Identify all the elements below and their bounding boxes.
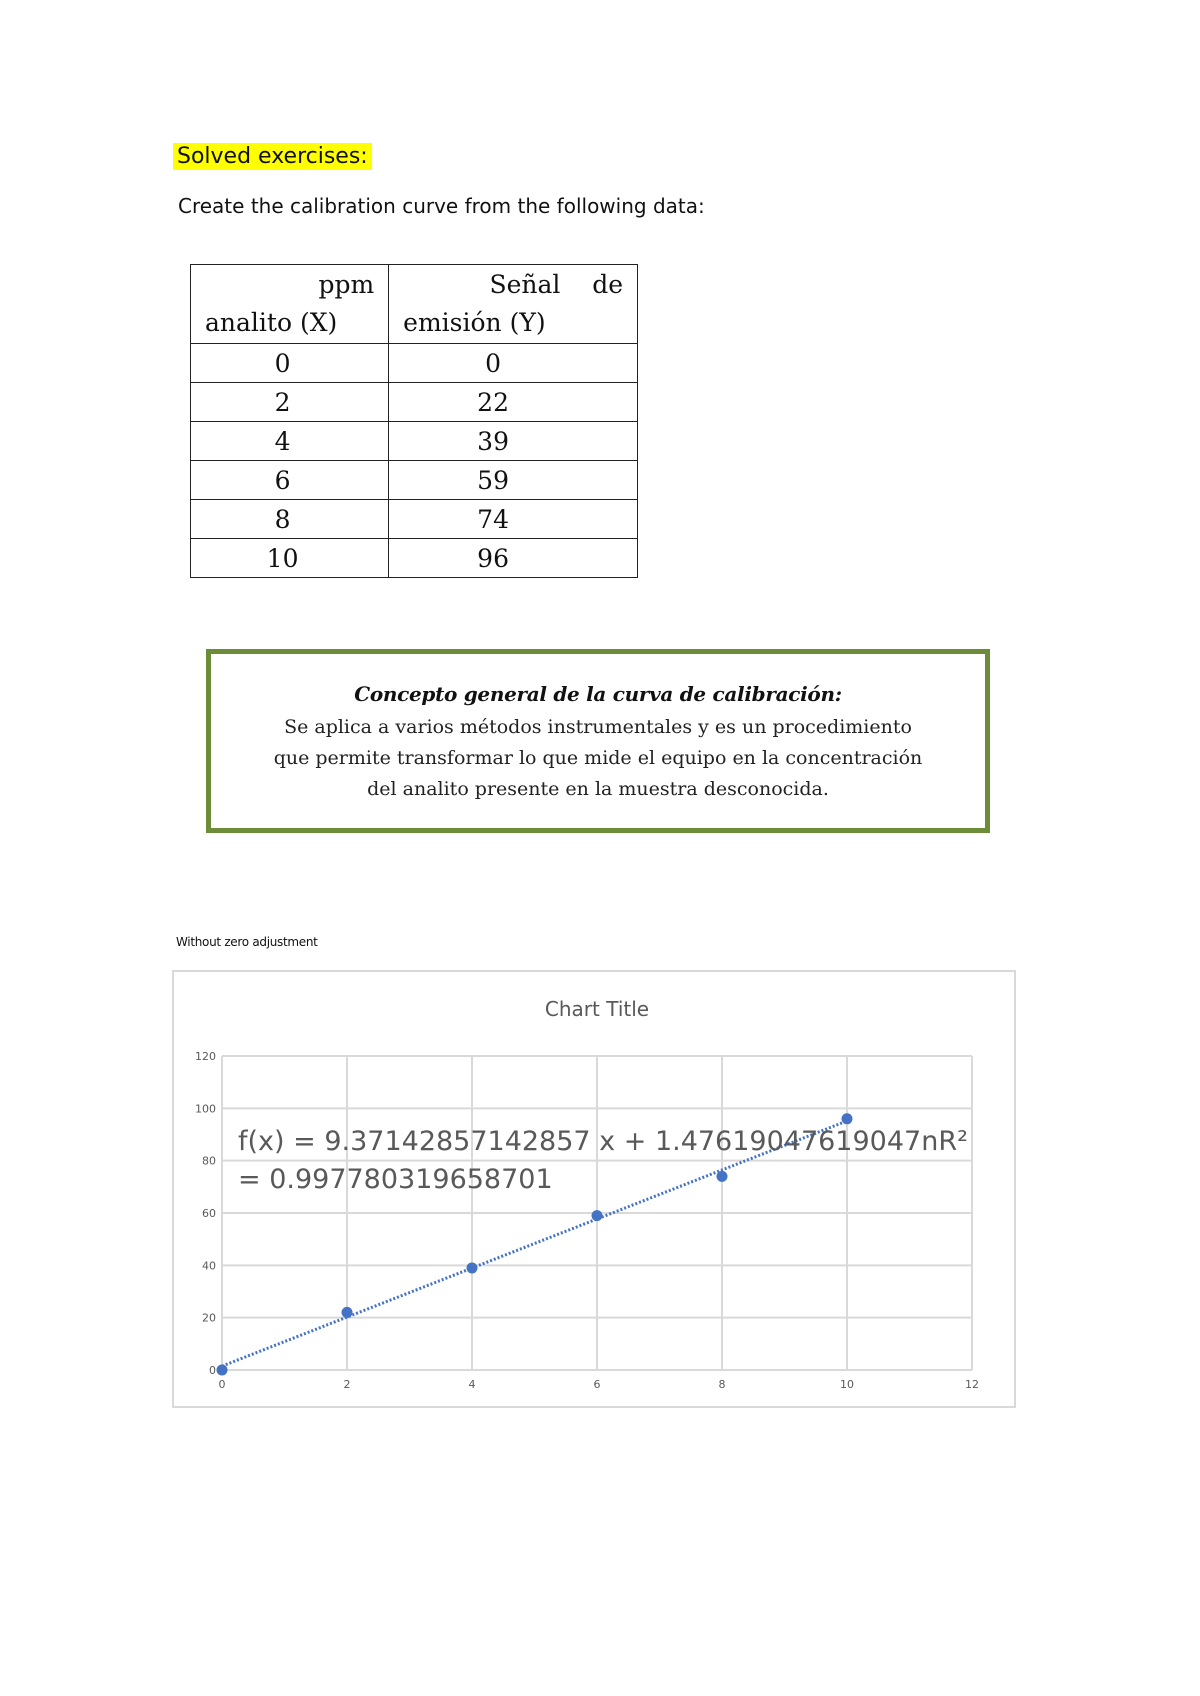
header-x-line1: ppm (318, 270, 375, 299)
cell-x: 8 (191, 500, 389, 539)
instruction-text: Create the calibration curve from the following data: (178, 194, 705, 218)
header-y-line1: Señal de (489, 270, 623, 299)
cell-x: 6 (191, 461, 389, 500)
cell-x: 10 (191, 539, 389, 578)
x-tick-label: 12 (965, 1378, 979, 1391)
data-point (217, 1365, 228, 1376)
cell-x: 2 (191, 383, 389, 422)
x-tick-label: 4 (468, 1378, 476, 1391)
x-tick-label: 0 (218, 1378, 226, 1391)
data-point (842, 1113, 853, 1124)
x-tick-label: 6 (593, 1378, 601, 1391)
y-tick-label: 100 (195, 1102, 216, 1116)
table-row (191, 344, 638, 383)
y-tick-label: 20 (202, 1311, 216, 1325)
header-y (389, 265, 638, 344)
cell-y: 74 (389, 500, 638, 539)
x-tick-label: 8 (718, 1378, 726, 1391)
data-point (342, 1307, 353, 1318)
table-row (191, 422, 638, 461)
table-row (191, 500, 638, 539)
chart-frame (172, 970, 1016, 1408)
cell-x: 4 (191, 422, 389, 461)
table-header-row (191, 265, 638, 344)
y-tick-label: 120 (195, 1050, 216, 1063)
trendline (222, 1121, 847, 1366)
concept-box (206, 649, 990, 833)
y-tick-label: 60 (202, 1207, 216, 1220)
chart-svg (174, 972, 1014, 1406)
table-row (191, 539, 638, 578)
trendline-r-squared: = 0.997780319658701 (238, 1164, 553, 1195)
trendline-equation: f(x) = 9.37142857142857 x + 1.47619047619047nR² (238, 1126, 968, 1157)
table-body (191, 344, 638, 578)
cell-x: 0 (191, 344, 389, 383)
chart-title: Chart Title (544, 997, 650, 1021)
x-tick-label: 10 (840, 1378, 854, 1391)
header-x-line2: analito (X) (205, 308, 338, 337)
header-x (191, 265, 389, 344)
table-row (191, 461, 638, 500)
table-row (191, 383, 638, 422)
cell-y: 96 (389, 539, 638, 578)
concept-title: Concepto general de la curva de calibración: (354, 682, 842, 706)
cell-y: 0 (389, 344, 638, 383)
y-tick-label: 40 (202, 1259, 216, 1273)
header-y-line2: emisión (Y) (403, 308, 546, 337)
page-heading: Solved exercises: (173, 143, 372, 170)
cell-y: 59 (389, 461, 638, 500)
y-tick-label: 0 (209, 1364, 216, 1377)
cell-y: 22 (389, 383, 638, 422)
chart-caption: Without zero adjustment (176, 935, 318, 949)
data-point (467, 1262, 478, 1273)
data-point (717, 1171, 728, 1182)
data-table (190, 264, 638, 578)
cell-y: 39 (389, 422, 638, 461)
data-point (592, 1210, 603, 1221)
y-tick-label: 80 (202, 1154, 216, 1168)
x-tick-label: 2 (343, 1378, 351, 1391)
concept-body: Se aplica a varios métodos instrumentales y es un procedimiento que permite transformar lo que mide el equipo en la concentración del analito presente en la muestra desconocida. (273, 716, 923, 800)
